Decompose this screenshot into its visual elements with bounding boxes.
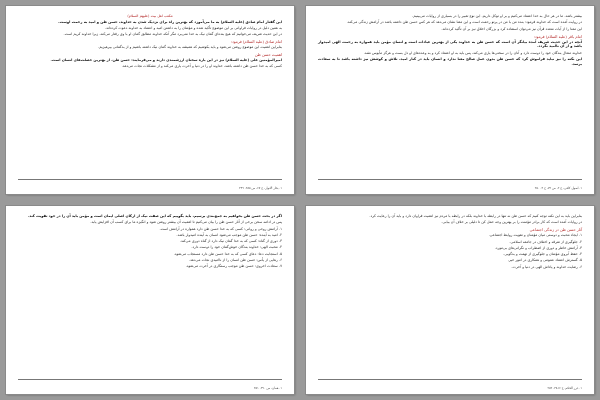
- footnote: [18, 386, 282, 390]
- list-item: ۷. سعادت اخروی: حسن ظن موجب رستگاری در آخرت می‌شود.: [185, 264, 282, 269]
- paragraph: بیشتر باشد. ما در هر حال به خدا اعتماد می‌کنیم و بر او توکل داریم. این نوع تعبیر را در بسیاری از روایات می‌بینیم.: [412, 14, 582, 18]
- list-item: ۲. امید به آینده: حسن ظن موجب می‌شود انسان به آینده امیدوار باشد.: [176, 232, 282, 237]
- footnote-text: ۱. غرر الحکم، ح ۴۸۱۶.: [553, 386, 582, 390]
- paragraph: بنابراین باید به این نکته توجه کنیم که حسن ظن نه تنها در رابطه با خداوند بلکه در رابطه با مردم نیز اهمیت فراوان دارد و باید آن را رعایت کرد.: [369, 214, 582, 218]
- paragraph: در روایت آمده است که خداوند فرمود: بنده من با من در پرتو رحمت است و این معنا نشان می‌دهد که هر کس حسن ظن داشته باشد در آرامش زندگی می‌کند.: [346, 20, 582, 25]
- paragraph: این گفتار امام صادق (علیه السلام) به ما می‌آموزد که بهترین راه برای نزدیک شدن به خداوند، حسن ظن و امید به رحمت اوست.: [58, 19, 282, 24]
- page-top-right: [306, 6, 594, 194]
- footnote-divider: [318, 179, 582, 180]
- section-heading: امام باقر (علیه السلام) فرمود:: [533, 33, 582, 39]
- section-heading: اهمیت حسن ظن: [254, 52, 282, 57]
- list-item: ۶. رهایی از یأس: حسن ظن انسان را از ناامیدی نجات می‌دهد.: [188, 258, 282, 263]
- footnote-divider: [18, 379, 282, 380]
- list-item: ۳. آرامش خاطر و دوری از اضطراب و نگرانی‌های بی‌مورد.: [494, 245, 582, 250]
- list-item: ۵. استجابت دعا: دعای کسی که به خدا حسن ظن دارد مستجاب می‌شود.: [173, 251, 282, 256]
- paragraph: آنچه در این حدیث شریف آمده بیانگر آن است که حسن ظن به خداوند یکی از بهترین عبادات است و انسان مؤمن باید همواره به رحمت الهی امیدوار باشد و از آن ناامید نگردد.: [318, 39, 582, 49]
- paragraph: خداوند متعال بندگان خود را دوست دارد و آنان را در سختی‌ها یاری می‌کند، پس باید به او اعتماد کرد و به وعده‌های او دل بست و هرگز مأیوس نشد.: [363, 50, 582, 55]
- footnote-divider: [18, 179, 282, 180]
- section-heading: آثار حسن ظن در زندگی اجتماعی: [529, 227, 582, 233]
- list-item: ۲. جلوگیری از تفرقه و اختلاف در جامعه اسلامی.: [509, 239, 582, 244]
- page-number: ۲۵۱: [253, 386, 259, 390]
- list-item: ۴. حفظ آبروی مؤمنان و جلوگیری از تهمت و بدگویی.: [503, 252, 582, 257]
- list-item: ۱. آرامش روحی و روانی: کسی که به خدا حسن ظن دارد همواره در آرامش است.: [159, 226, 282, 231]
- paragraph: در این حدیث شریف می‌خوانیم که هیچ بنده‌ای گمان نیک به خدا نمی‌برد مگر آنکه خداوند مطابق گمان او با وی رفتار می‌کند، زیرا خداوند کریم است.: [63, 32, 282, 37]
- footnote-text: ۱. بحار الانوار، ج ۶۷، ص ۳۸۵.: [244, 186, 282, 190]
- list-item: ۱. ایجاد محبت و دوستی میان مؤمنان و تقویت روابط اجتماعی.: [488, 233, 582, 238]
- paragraph: پس در ادامه سخن برخی از آثار حسن ظن را بیان می‌کنیم تا اهمیت آن بیشتر روشن شود و انگیزه ما برای کسب آن افزایش یابد.: [90, 220, 282, 225]
- running-header: مکتب اهل بیت (علیهم السلام): [127, 14, 173, 18]
- list-item: ۴. محبت الهی: خداوند بندگان خوش‌گمان خود را دوست دارد.: [191, 245, 282, 250]
- page-bottom-left: [6, 206, 294, 394]
- footnote-divider: [318, 379, 582, 380]
- footnote: [18, 186, 282, 190]
- footnote-text: ۱. اصول کافی، ج ۲، ص ۷۲، ح ۳.: [540, 186, 582, 190]
- paragraph: بنابراین اهمیت این موضوع روشن می‌شود و باید بکوشیم که همیشه به خداوند گمان نیک داشته باشیم و از بدگمانی بپرهیزیم.: [98, 45, 282, 50]
- paragraph: این معنا را از آیات متعدد قرآن نیز می‌توان استفاده کرد و بزرگان اخلاق نیز بر آن تأکید کرده‌اند.: [441, 26, 582, 31]
- paragraph: در روایات آمده است که کار برادر مؤمنت را بر بهترین وجه حمل کن تا دلیلی بر خلاف آن بیابی.: [441, 220, 582, 225]
- paragraph: اگر در بحث حسن ظن بخواهیم به جمع‌بندی برسیم، باید بگوییم که این صفت نیک از ارکان اصلی ایمان است و مؤمن باید آن را در خود تقویت کند.: [27, 214, 282, 218]
- page-top-left: [6, 6, 294, 194]
- footnote: [318, 186, 582, 190]
- paragraph: کسی که به خدا حسن ظن داشته باشد، خداوند او را در دنیا و آخرت یاری می‌کند و از مشکلات نجات می‌دهد.: [121, 64, 282, 69]
- list-item: ۵. گسترش اعتماد عمومی و همکاری در امور خیر.: [507, 258, 582, 263]
- paragraph: امیرالمؤمنین علی (علیه السلام) نیز در این باره سخنان ارزشمندی دارند و می‌فرمایند: حسن ظن، از بهترین خصلت‌های انسان است.: [50, 58, 282, 62]
- list-item: ۶. رضایت خداوند و پاداش الهی در دنیا و آخرت.: [511, 264, 582, 269]
- section-heading: امام صادق (علیه السلام) فرمود:: [230, 39, 282, 45]
- paragraph: این نکته را نیز نباید فراموش کرد که حسن ظن بدون عمل صالح معنا ندارد و انسان باید در کنار امید، تلاش و کوشش نیز داشته باشد تا به سعادت برسد.: [318, 57, 582, 66]
- list-item: ۳. دوری از گناه: کسی که به خدا گمان نیک دارد از گناه دوری می‌کند.: [179, 239, 282, 244]
- page-bottom-right: [306, 206, 594, 394]
- footnote-text: ۱. همان، ص ۳۹۰.: [259, 386, 282, 390]
- footnote: [318, 386, 582, 390]
- page-number: ۲۴۹: [238, 186, 244, 190]
- paragraph: به همین دلیل در روایات فراوانی بر این موضوع تأکید شده و مؤمنان را به داشتن امید و اعتماد به خداوند دعوت کرده‌اند.: [105, 25, 282, 30]
- page-number: ۲۵۰: [534, 186, 540, 190]
- page-number: ۲۵۲: [547, 386, 553, 390]
